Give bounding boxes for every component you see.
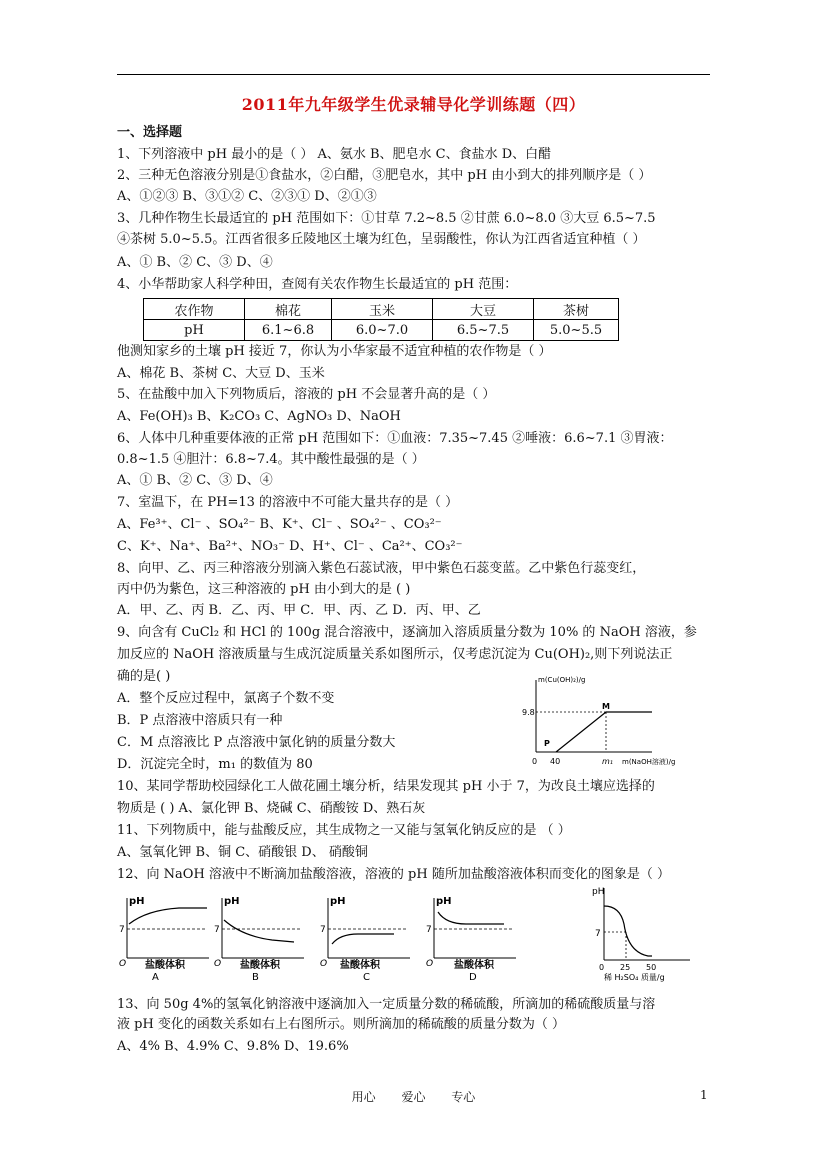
question-4: 4、小华帮助家人科学种田，查阅有关农作物生长最适宜的 pH 范围： — [117, 277, 518, 292]
graph-curve — [604, 906, 652, 956]
question-10: 10、某同学帮助校园绿化工人做花圃土壤分析，结果发现其 pH 小于 7，为改良土壤应选择的 — [117, 779, 655, 794]
x-axis-label: 盐酸体积 — [240, 960, 280, 971]
question-11: 11、下列物质中，能与盐酸反应，其生成物之一又能与氢氧化钠反应的是 （ ） — [117, 823, 571, 838]
page-title: 2011年九年级学生优录辅导化学训练题（四） — [241, 95, 586, 114]
question-11-options: A、氢氧化钾 B、铜 C、硝酸银 D、 硝酸铜 — [117, 845, 368, 860]
question-2: 2、三种无色溶液分别是①食盐水，②白醋，③肥皂水，其中 pH 由小到大的排列顺序是（ ） — [117, 168, 652, 183]
graph-curve — [332, 934, 394, 944]
y-tick-label: 7 — [320, 925, 326, 935]
page-number: 1 — [700, 1088, 708, 1102]
q9-figure — [522, 672, 712, 772]
question-4-cont: 他测知家乡的土壤 pH 接近 7，你认为小华家最不适宜种植的农作物是（ ） — [117, 344, 552, 359]
table-cell: 6.1~6.8 — [245, 320, 332, 341]
q12-graph-c — [318, 892, 413, 982]
question-9-option-c: C．M 点溶液比 P 点溶液中氯化钠的质量分数大 — [117, 735, 396, 750]
question-2-options: A、①②③ B、③①② C、②③① D、②①③ — [117, 189, 377, 204]
ph-table — [143, 298, 619, 341]
origin-label: O — [119, 959, 127, 969]
graph-curve — [438, 912, 504, 924]
question-6-options: A、① B、② C、③ D、④ — [117, 473, 273, 488]
question-13: 13、向 50g 4%的氢氧化钠溶液中逐滴加入一定质量分数的稀硫酸，所滴加的稀硫酸质量与溶 — [117, 997, 656, 1012]
question-9: 9、向含有 CuCl₂ 和 HCl 的 100g 混合溶液中，逐滴加入溶质质量分数为 10% 的 NaOH 溶液，参 — [117, 625, 697, 640]
table-cell: 5.0~5.5 — [534, 320, 619, 341]
origin-label: O — [320, 959, 328, 969]
page-footer: 用心 爱心 专心 — [351, 1090, 476, 1104]
y-tick-label: 9.8 — [522, 708, 535, 717]
section-heading: 一、选择题 — [117, 125, 183, 140]
question-9-option-b: B．P 点溶液中溶质只有一种 — [117, 713, 283, 728]
origin-label: O — [426, 959, 434, 969]
table-cell: 大豆 — [433, 299, 534, 320]
question-8-cont: 丙中仍为紫色，这三种溶液的 pH 由小到大的是 ( ) — [117, 582, 411, 597]
question-13-options: A、4% B、4.9% C、9.8% D、19.6% — [117, 1039, 349, 1054]
question-13-cont: 液 pH 变化的函数关系如右上右图所示。则所滴加的稀硫酸的质量分数为（ ） — [117, 1017, 566, 1032]
question-6-cont: 0.8~1.5 ④胆汁：6.8~7.4。其中酸性最强的是（ ） — [117, 452, 425, 467]
question-5: 5、在盐酸中加入下列物质后，溶液的 pH 不会显著升高的是（ ） — [117, 387, 496, 402]
y-axis-label: pH — [592, 887, 605, 897]
q13-figure — [590, 884, 700, 984]
y-axis-label: pH — [129, 896, 145, 907]
y-tick-label: 7 — [426, 925, 432, 935]
y-axis-label: pH — [436, 896, 452, 907]
x-tick-label: 0 — [532, 757, 538, 766]
question-8: 8、向甲、乙、丙三种溶液分别滴入紫色石蕊试液，甲中紫色石蕊变蓝。乙中紫色行蕊变红， — [117, 561, 646, 576]
q12-graph-b — [212, 892, 307, 982]
question-8-options: A．甲、乙、丙 B．乙、丙、甲 C．甲、丙、乙 D．丙、甲、乙 — [117, 603, 481, 618]
header-rule — [117, 74, 710, 75]
question-9-cont: 加反应的 NaOH 溶液质量与生成沉淀质量关系如图所示，仅考虑沉淀为 Cu(OH)₂,则下列说法正 — [117, 647, 673, 662]
question-3-options: A、① B、② C、③ D、④ — [117, 255, 273, 270]
question-10-cont: 物质是 ( ) A、氯化钾 B、烧碱 C、硝酸铵 D、熟石灰 — [117, 801, 426, 816]
question-3-cont: ④茶树 5.0~5.5。江西省很多丘陵地区土壤为红色，呈弱酸性，你认为江西省适宜种植（ ） — [117, 232, 646, 247]
y-axis-label: pH — [224, 896, 240, 907]
x-tick-label: 50 — [646, 963, 657, 972]
table-cell: pH — [144, 320, 245, 341]
graph-letter: C — [363, 972, 370, 982]
question-1: 1、下列溶液中 pH 最小的是（ ） A、氨水 B、肥皂水 C、食盐水 D、白醋 — [117, 147, 552, 162]
x-tick-label: m₁ — [602, 757, 613, 766]
x-axis-label: 稀 H₂SO₄ 质量/g — [604, 973, 665, 982]
question-6: 6、人体中几种重要体液的正常 pH 范围如下：①血液：7.35~7.45 ②唾液：6.6~7.1 ③胃液： — [117, 431, 673, 446]
question-3: 3、几种作物生长最适宜的 pH 范围如下：①甘草 7.2~8.5 ②甘蔗 6.0~8.0 ③大豆 6.5~7.5 — [117, 211, 656, 226]
graph-letter: D — [469, 972, 477, 982]
x-axis-label: 盐酸体积 — [454, 960, 494, 971]
question-9-option-a: A．整个反应过程中，氯离子个数不变 — [117, 691, 335, 706]
point-p-label: P — [544, 739, 550, 748]
table-cell: 6.5~7.5 — [433, 320, 534, 341]
table-cell: 茶树 — [534, 299, 619, 320]
y-axis-label: m(Cu(OH)₂)/g — [538, 676, 586, 684]
table-cell: 棉花 — [245, 299, 332, 320]
q12-graph-d — [424, 892, 519, 982]
question-12: 12、向 NaOH 溶液中不断滴加盐酸溶液，溶液的 pH 随所加盐酸溶液体积而变化的图象是（ ） — [117, 867, 670, 882]
graph-curve — [224, 920, 294, 942]
graph-curve — [129, 908, 207, 924]
x-axis-label: 盐酸体积 — [145, 960, 185, 971]
q12-graph-a — [117, 892, 212, 982]
table-cell: 玉米 — [332, 299, 433, 320]
x-tick-label: 25 — [620, 963, 631, 972]
origin-label: O — [214, 959, 222, 969]
graph-letter: B — [252, 972, 259, 982]
y-tick-label: 7 — [119, 925, 125, 935]
table-header-row — [144, 299, 619, 320]
question-4-options: A、棉花 B、茶树 C、大豆 D、玉米 — [117, 366, 325, 381]
graph-letter: A — [152, 972, 159, 982]
table-cell: 6.0~7.0 — [332, 320, 433, 341]
question-9-cont2: 确的是( ) — [117, 669, 171, 684]
question-5-options: A、Fe(OH)₃ B、K₂CO₃ C、AgNO₃ D、NaOH — [117, 409, 401, 424]
question-7-options-ab: A、Fe³⁺、Cl⁻ 、SO₄²⁻ B、K⁺、Cl⁻ 、SO₄²⁻ 、CO₃²⁻ — [117, 517, 442, 532]
table-row — [144, 320, 619, 341]
y-tick-label: 7 — [214, 925, 220, 935]
point-m-label: M — [602, 702, 610, 711]
x-axis-label: 盐酸体积 — [340, 960, 380, 971]
y-axis-label: pH — [330, 896, 346, 907]
origin-label: 0 — [599, 963, 605, 972]
x-tick-label: 40 — [550, 757, 561, 766]
question-7-options-cd: C、K⁺、Na⁺、Ba²⁺、NO₃⁻ D、H⁺、Cl⁻ 、Ca²⁺、CO₃²⁻ — [117, 539, 463, 554]
y-tick-label: 7 — [595, 929, 601, 939]
x-axis-label: m(NaOH溶液)/g — [622, 758, 676, 766]
question-9-option-d: D．沉淀完全时，m₁ 的数值为 80 — [117, 757, 313, 772]
table-cell: 农作物 — [144, 299, 245, 320]
question-7: 7、室温下，在 PH=13 的溶液中不可能大量共存的是（ ） — [117, 495, 459, 510]
